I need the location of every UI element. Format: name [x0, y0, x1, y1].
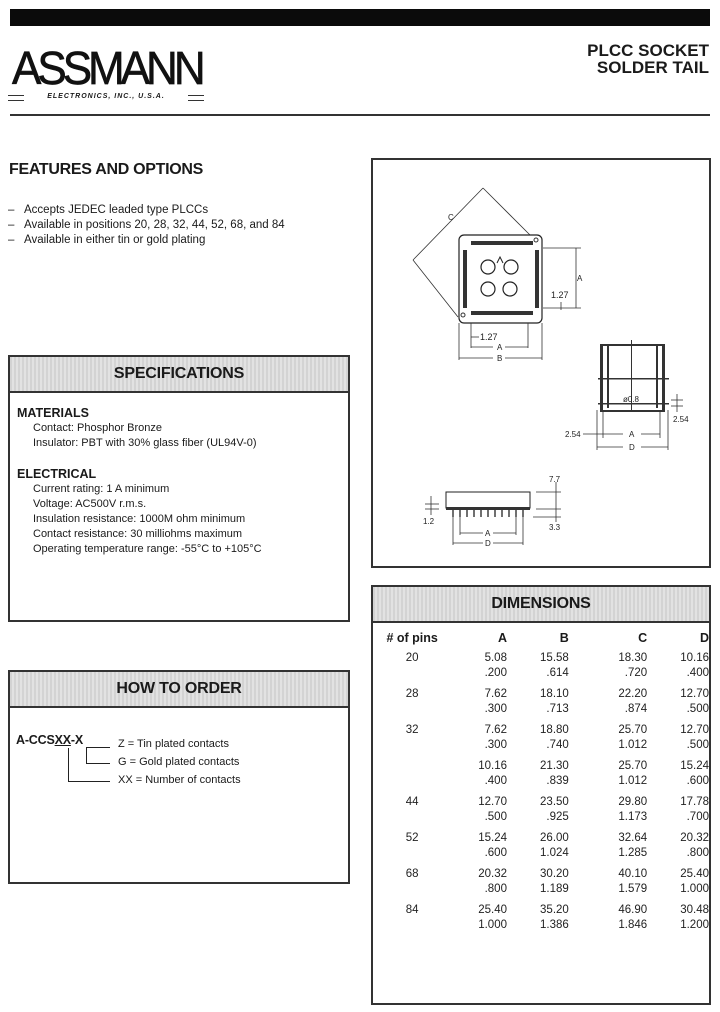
- product-title: [587, 42, 709, 76]
- svg-text:2.54: 2.54: [565, 430, 581, 439]
- specifications-heading: SPECIFICATIONS: [10, 357, 348, 393]
- mm-value-cell: 25.70: [618, 724, 648, 736]
- header-black-bar: [10, 9, 710, 26]
- order-option: G = Gold plated contacts: [118, 756, 240, 768]
- mm-value-cell: 21.30: [540, 760, 569, 772]
- mm-value-cell: 32.64: [618, 832, 648, 844]
- mm-value-cell: 26.00: [540, 832, 569, 844]
- materials-heading: MATERIALS: [17, 406, 89, 420]
- order-option: Z = Tin plated contacts: [118, 738, 229, 750]
- mm-value-cell: 30.48: [680, 904, 709, 916]
- mm-value-cell: 25.70: [618, 760, 648, 772]
- mm-value-cell: 10.16: [680, 652, 709, 664]
- tree-connector: [86, 748, 87, 763]
- plcc-socket-drawing: [373, 160, 709, 566]
- pins-cell: 20: [405, 652, 419, 664]
- svg-text:B: B: [497, 354, 503, 363]
- mm-value-cell: 7.62: [484, 724, 507, 736]
- mm-value-cell: 25.40: [680, 868, 709, 880]
- col-pins: # of pins: [386, 631, 438, 645]
- tree-connector: [68, 781, 110, 782]
- svg-text:D: D: [629, 443, 635, 452]
- mm-value-cell: 15.24: [680, 760, 709, 772]
- pins-cell: [373, 738, 451, 753]
- pins-cell: [373, 702, 451, 717]
- inch-value-cell: .300: [484, 739, 507, 751]
- svg-text:2.54: 2.54: [673, 415, 689, 424]
- svg-text:3.3: 3.3: [549, 523, 561, 532]
- pins-cell: 28: [405, 688, 419, 700]
- inch-value-cell: .600: [484, 847, 507, 859]
- spec-line: Contact: Phosphor Bronze: [33, 422, 163, 434]
- inch-value-cell: 1.012: [618, 775, 648, 787]
- pins-cell: 52: [405, 832, 419, 844]
- col-b: B: [559, 631, 569, 645]
- svg-text:A: A: [577, 274, 583, 283]
- inch-value-cell: .713: [546, 703, 569, 715]
- inch-value-cell: 1.000: [478, 919, 507, 931]
- mm-value-cell: 29.80: [618, 796, 648, 808]
- assmann-logo: [8, 42, 208, 104]
- svg-text:ø0.8: ø0.8: [623, 395, 640, 404]
- table-row: [373, 789, 709, 810]
- inch-value-cell: .874: [624, 703, 648, 715]
- pins-cell: 68: [405, 868, 419, 880]
- inch-value-cell: 1.200: [680, 919, 709, 931]
- inch-value-cell: .300: [484, 703, 507, 715]
- how-to-order-heading: HOW TO ORDER: [10, 672, 348, 708]
- spec-line: Operating temperature range: -55°C to +105°C: [33, 543, 262, 555]
- inch-value-cell: .700: [686, 811, 709, 823]
- mm-value-cell: 40.10: [618, 868, 648, 880]
- dimensions-panel: [371, 585, 711, 1005]
- electrical-section: [10, 467, 348, 557]
- pins-cell: [373, 774, 451, 789]
- inch-value-cell: 1.000: [680, 883, 709, 895]
- mm-value-cell: 25.40: [478, 904, 507, 916]
- product-title-line2: SOLDER TAIL: [596, 58, 709, 77]
- table-row: [373, 882, 709, 897]
- mm-value-cell: 15.58: [540, 652, 569, 664]
- technical-drawing-panel: [371, 158, 711, 568]
- inch-value-cell: 1.012: [618, 739, 648, 751]
- pins-cell: [373, 918, 451, 933]
- svg-text:1.27: 1.27: [480, 332, 498, 342]
- svg-text:D: D: [485, 539, 491, 548]
- col-c: C: [638, 631, 648, 645]
- mm-value-cell: 30.20: [540, 868, 569, 880]
- mm-value-cell: 22.20: [618, 688, 648, 700]
- mm-value-cell: 18.10: [540, 688, 569, 700]
- table-row: [373, 897, 709, 918]
- table-row: [373, 774, 709, 789]
- spec-line: Contact resistance: 30 milliohms maximum: [33, 528, 243, 540]
- inch-value-cell: 1.846: [618, 919, 648, 931]
- inch-value-cell: .600: [686, 775, 709, 787]
- mm-value-cell: 18.80: [540, 724, 569, 736]
- part-number-code: [16, 733, 83, 747]
- table-row: [373, 681, 709, 702]
- mm-value-cell: 12.70: [680, 688, 709, 700]
- mm-value-cell: 46.90: [618, 904, 648, 916]
- inch-value-cell: .500: [686, 739, 709, 751]
- inch-value-cell: 1.173: [618, 811, 648, 823]
- mm-value-cell: 17.78: [680, 796, 709, 808]
- pins-cell: 84: [405, 904, 419, 916]
- dimensions-heading: DIMENSIONS: [373, 587, 709, 623]
- col-a: A: [497, 631, 507, 645]
- inch-value-cell: .614: [546, 667, 569, 679]
- code-contacts: XX: [54, 733, 71, 747]
- mm-value-cell: 10.16: [478, 760, 507, 772]
- svg-text:7.7: 7.7: [549, 475, 561, 484]
- header-rule: [10, 114, 710, 116]
- pins-cell: [373, 753, 451, 774]
- table-row: [373, 717, 709, 738]
- feature-item: – Available in positions 20, 28, 32, 44, 52, 68, and 84: [8, 218, 285, 233]
- table-row: [373, 846, 709, 861]
- col-d: D: [699, 631, 709, 645]
- features-list: [8, 203, 285, 248]
- table-row: [373, 918, 709, 933]
- table-row: [373, 861, 709, 882]
- svg-text:C: C: [448, 213, 454, 222]
- pins-cell: [373, 666, 451, 681]
- svg-text:A: A: [629, 430, 635, 439]
- mm-value-cell: 18.30: [618, 652, 648, 664]
- mm-value-cell: 5.08: [484, 652, 507, 664]
- dimensions-table-body: [373, 651, 709, 933]
- code-prefix: A-CCS: [16, 733, 55, 747]
- mm-value-cell: 20.32: [478, 868, 507, 880]
- mm-value-cell: 35.20: [540, 904, 569, 916]
- inch-value-cell: .800: [686, 847, 709, 859]
- pins-cell: [373, 846, 451, 861]
- svg-text:A: A: [485, 529, 491, 538]
- feature-item: – Accepts JEDEC leaded type PLCCs: [8, 203, 285, 218]
- mm-value-cell: 7.62: [484, 688, 507, 700]
- table-row: [373, 666, 709, 681]
- dimensions-table: [373, 625, 709, 933]
- spec-line: Insulator: PBT with 30% glass fiber (UL94V-0): [33, 437, 257, 449]
- table-row: [373, 810, 709, 825]
- specifications-panel: [8, 355, 350, 622]
- pins-cell: [373, 810, 451, 825]
- inch-value-cell: .800: [484, 883, 507, 895]
- inch-value-cell: 1.386: [540, 919, 569, 931]
- table-row: [373, 738, 709, 753]
- table-row: [373, 702, 709, 717]
- spec-line: Insulation resistance: 1000M ohm minimum: [33, 513, 246, 525]
- pins-cell: 32: [405, 724, 419, 736]
- inch-value-cell: 1.189: [540, 883, 569, 895]
- mm-value-cell: 15.24: [478, 832, 507, 844]
- table-header-row: [373, 625, 709, 651]
- inch-value-cell: .400: [484, 775, 507, 787]
- inch-value-cell: .839: [546, 775, 569, 787]
- code-plating: -X: [70, 733, 83, 747]
- spec-line: Current rating: 1 A minimum: [33, 483, 170, 495]
- inch-value-cell: .400: [686, 667, 709, 679]
- tree-connector: [86, 763, 110, 764]
- inch-value-cell: .500: [686, 703, 709, 715]
- pins-cell: 44: [405, 796, 419, 808]
- feature-item: – Available in either tin or gold plating: [8, 233, 285, 248]
- mm-value-cell: 12.70: [478, 796, 507, 808]
- inch-value-cell: .720: [624, 667, 648, 679]
- inch-value-cell: 1.285: [618, 847, 648, 859]
- inch-value-cell: .740: [546, 739, 569, 751]
- inch-value-cell: 1.579: [618, 883, 648, 895]
- table-row: [373, 825, 709, 846]
- mm-value-cell: 12.70: [680, 724, 709, 736]
- brand-subtitle: ELECTRONICS, INC., U.S.A.: [8, 92, 204, 102]
- spec-line: Voltage: AC500V r.m.s.: [33, 498, 147, 510]
- table-row: [373, 651, 709, 666]
- mm-value-cell: 20.32: [680, 832, 709, 844]
- electrical-heading: ELECTRICAL: [17, 467, 97, 481]
- pins-cell: [373, 882, 451, 897]
- svg-text:A: A: [497, 343, 503, 352]
- order-option: XX = Number of contacts: [118, 774, 241, 786]
- mm-value-cell: 23.50: [540, 796, 569, 808]
- svg-text:1.2: 1.2: [423, 517, 435, 526]
- table-row: [373, 753, 709, 774]
- inch-value-cell: .200: [484, 667, 507, 679]
- product-title-line1: PLCC SOCKET: [587, 41, 709, 60]
- inch-value-cell: .925: [546, 811, 569, 823]
- inch-value-cell: 1.024: [540, 847, 569, 859]
- svg-text:1.27: 1.27: [551, 290, 569, 300]
- brand-name: ASSMANN: [12, 42, 202, 95]
- features-heading: FEATURES AND OPTIONS: [9, 161, 204, 178]
- materials-section: [10, 406, 348, 451]
- tree-connector: [86, 747, 110, 748]
- tree-connector: [68, 748, 69, 781]
- inch-value-cell: .500: [484, 811, 507, 823]
